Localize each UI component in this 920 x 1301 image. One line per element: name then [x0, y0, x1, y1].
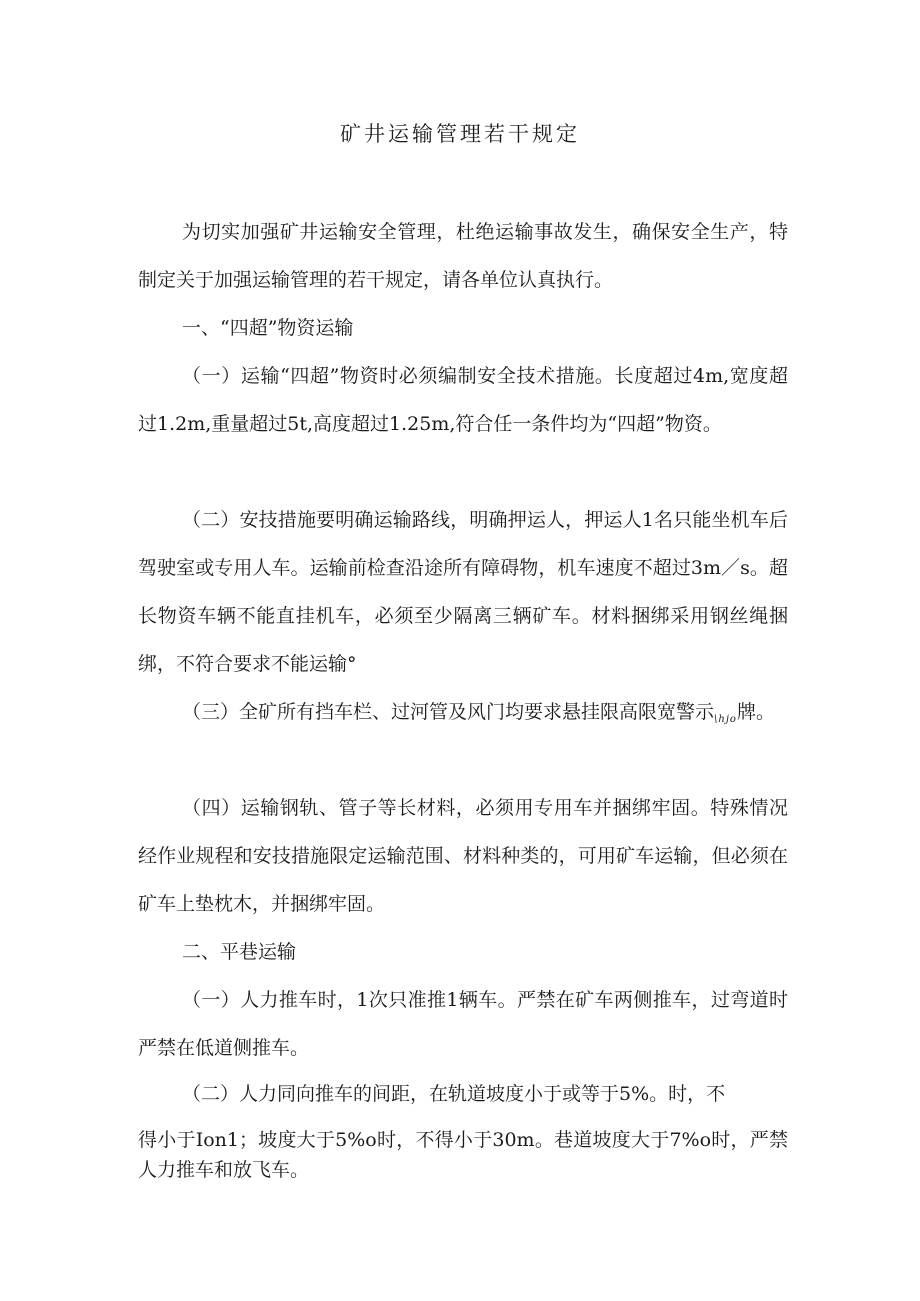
section-heading-level-roadway-transport: 二、平巷运输	[182, 941, 297, 963]
section1-item3-text: （三）全矿所有挡车栏、过河管及风门均要求悬挂限高限宽警示	[182, 701, 715, 723]
section2-item2-line2: 得小于Ion1；坡度大于5%o时，不得小于30m。巷道坡度大于7%o时，严禁人力推车和放飞车。	[138, 1129, 788, 1181]
section1-item3-mark: \hjo	[714, 714, 737, 725]
section1-item4-paragraph: （四）运输钢轨、管子等长材料，必须用专用车并捆绑牢固。特殊情况经作业规程和安技措施限定运输范围、材料种类的，可用矿车运输，但必须在矿车上垫枕木，并捆绑牢固。	[138, 797, 788, 915]
document-title: 矿井运输管理若干规定	[340, 122, 580, 146]
section2-item2-line1: （二）人力同向推车的间距，在轨道坡度小于或等于5%。时，不	[182, 1083, 726, 1105]
section1-item2-paragraph: （二）安技措施要明确运输路线，明确押运人，押运人1名只能坐机车后驾驶室或专用人车。运输前检查沿途所有障碍物，机车速度不超过3m／s。超长物资车辆不能直挂机车，必须至少隔离三辆矿车。材料捆绑采用钢丝绳捆绑，不符合要求不能运输°	[138, 509, 788, 675]
section1-item3-end: 牌。	[736, 701, 775, 723]
section1-item3-paragraph	[138, 688, 788, 744]
section-heading-four-over-transport: 一、“四超”物资运输	[182, 317, 354, 339]
section1-item1-paragraph: （一）运输“四超”物资时必须编制安全技术措施。长度超过4m,宽度超过1.2m,重量超过5t,高度超过1.25m,符合任一条件均为“四超”物资。	[138, 365, 788, 435]
intro-paragraph: 为切实加强矿井运输安全管理，杜绝运输事故发生，确保安全生产，特制定关于加强运输管理的若干规定，请各单位认真执行。	[138, 221, 788, 291]
section2-item1-paragraph: （一）人力推车时，1次只准推1辆车。严禁在矿车两侧推车，过弯道时严禁在低道侧推车。	[138, 989, 788, 1059]
